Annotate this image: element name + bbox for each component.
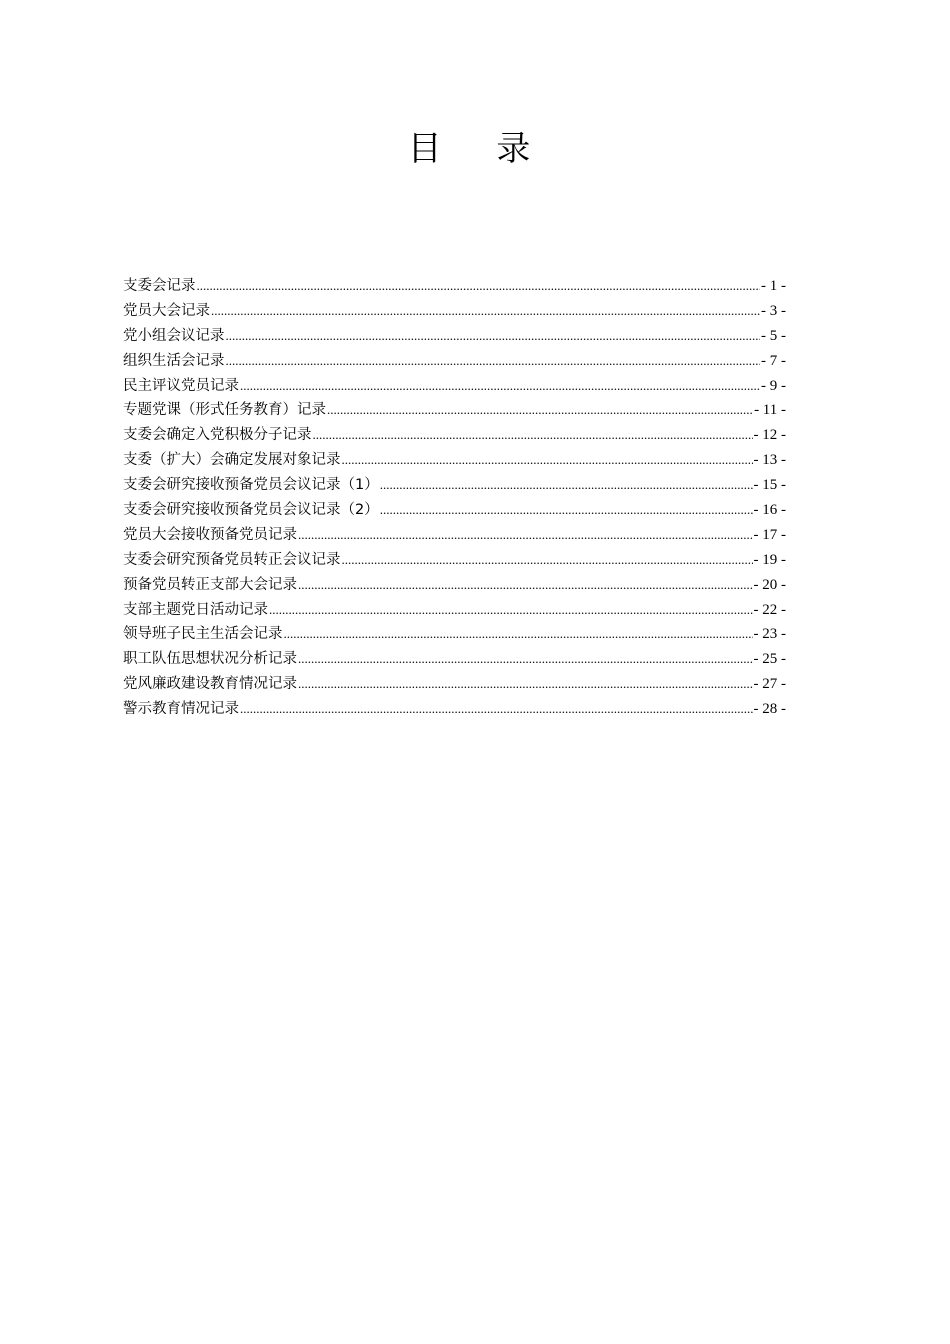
toc-entry-page: - 19 - — [753, 551, 786, 568]
toc-entry[interactable] — [123, 672, 786, 697]
toc-entry[interactable] — [123, 622, 786, 647]
toc-entry-text: 支委（扩大）会确定发展对象记录 — [123, 452, 341, 469]
toc-entry[interactable] — [123, 498, 786, 523]
toc-entry-text: 预备党员转正支部大会记录 — [123, 576, 297, 593]
toc-dot-leader — [342, 548, 753, 573]
toc-entry-page: - 12 - — [753, 427, 786, 444]
toc-entry-text: 支委会记录 — [123, 278, 196, 294]
toc-dot-leader — [327, 398, 753, 423]
toc-entry-page: - 5 - — [761, 327, 786, 344]
toc-entry[interactable] — [123, 573, 786, 598]
toc-entry[interactable] — [123, 647, 786, 672]
toc-entry-page: - 25 - — [753, 651, 786, 668]
toc-entry-text: 组织生活会记录 — [123, 352, 225, 369]
table-of-contents — [123, 274, 786, 722]
toc-entry-text: 民主评议党员记录 — [123, 377, 239, 394]
toc-entry-text: 支委会研究接收预备党员会议记录（2） — [123, 502, 379, 519]
toc-entry[interactable] — [123, 349, 786, 374]
toc-dot-leader — [211, 299, 760, 324]
toc-dot-leader — [380, 473, 753, 498]
toc-dot-leader — [197, 274, 761, 299]
toc-entry-text: 职工队伍思想状况分析记录 — [123, 651, 297, 668]
toc-entry-page: - 27 - — [753, 676, 786, 693]
toc-entry-text: 党小组会议记录 — [123, 327, 225, 344]
toc-entry-page: - 1 - — [761, 278, 786, 294]
toc-dot-leader — [298, 672, 753, 697]
toc-dot-leader — [298, 647, 753, 672]
toc-entry[interactable] — [123, 324, 786, 349]
toc-entry-text: 支委会研究接收预备党员会议记录（1） — [123, 477, 379, 494]
toc-entry[interactable] — [123, 423, 786, 448]
toc-entry-page: - 20 - — [753, 576, 786, 593]
toc-entry[interactable] — [123, 299, 786, 324]
toc-entry-text: 党员大会记录 — [123, 302, 210, 319]
toc-entry-page: - 9 - — [761, 377, 786, 394]
toc-entry-page: - 22 - — [753, 601, 786, 618]
toc-entry-text: 领导班子民主生活会记录 — [123, 626, 283, 643]
toc-entry[interactable] — [123, 374, 786, 399]
toc-dot-leader — [380, 498, 753, 523]
toc-entry[interactable] — [123, 697, 786, 722]
toc-entry[interactable] — [123, 523, 786, 548]
toc-entry-text: 支委会研究预备党员转正会议记录 — [123, 551, 341, 568]
toc-entry-page: - 7 - — [761, 352, 786, 369]
toc-entry-page: - 3 - — [761, 302, 786, 319]
toc-entry-text: 支委会确定入党积极分子记录 — [123, 427, 312, 444]
toc-entry[interactable] — [123, 548, 786, 573]
toc-entry-page: - 23 - — [753, 626, 786, 643]
toc-dot-leader — [313, 423, 753, 448]
toc-dot-leader — [342, 448, 753, 473]
toc-dot-leader — [240, 374, 760, 399]
toc-dot-leader — [269, 598, 753, 623]
toc-title: 目 录 — [407, 129, 553, 169]
toc-entry[interactable] — [123, 398, 786, 423]
toc-entry-text: 支部主题党日活动记录 — [123, 601, 268, 618]
toc-entry-text: 专题党课（形式任务教育）记录 — [123, 402, 326, 419]
toc-entry-page: - 11 - — [754, 402, 786, 419]
toc-dot-leader — [298, 573, 753, 598]
toc-entry-text: 党风廉政建设教育情况记录 — [123, 676, 297, 693]
toc-entry-text: 警示教育情况记录 — [123, 701, 239, 718]
toc-entry-text: 党员大会接收预备党员记录 — [123, 526, 297, 543]
toc-dot-leader — [240, 697, 753, 722]
toc-dot-leader — [226, 324, 761, 349]
toc-dot-leader — [226, 349, 761, 374]
toc-entry-page: - 16 - — [753, 502, 786, 519]
toc-entry[interactable] — [123, 473, 786, 498]
toc-entry-page: - 15 - — [753, 477, 786, 494]
toc-entry-page: - 28 - — [753, 701, 786, 718]
toc-entry[interactable] — [123, 274, 786, 299]
toc-entry[interactable] — [123, 598, 786, 623]
toc-entry-page: - 17 - — [753, 526, 786, 543]
toc-entry[interactable] — [123, 448, 786, 473]
toc-dot-leader — [298, 523, 753, 548]
toc-entry-page: - 13 - — [753, 452, 786, 469]
toc-dot-leader — [284, 622, 753, 647]
